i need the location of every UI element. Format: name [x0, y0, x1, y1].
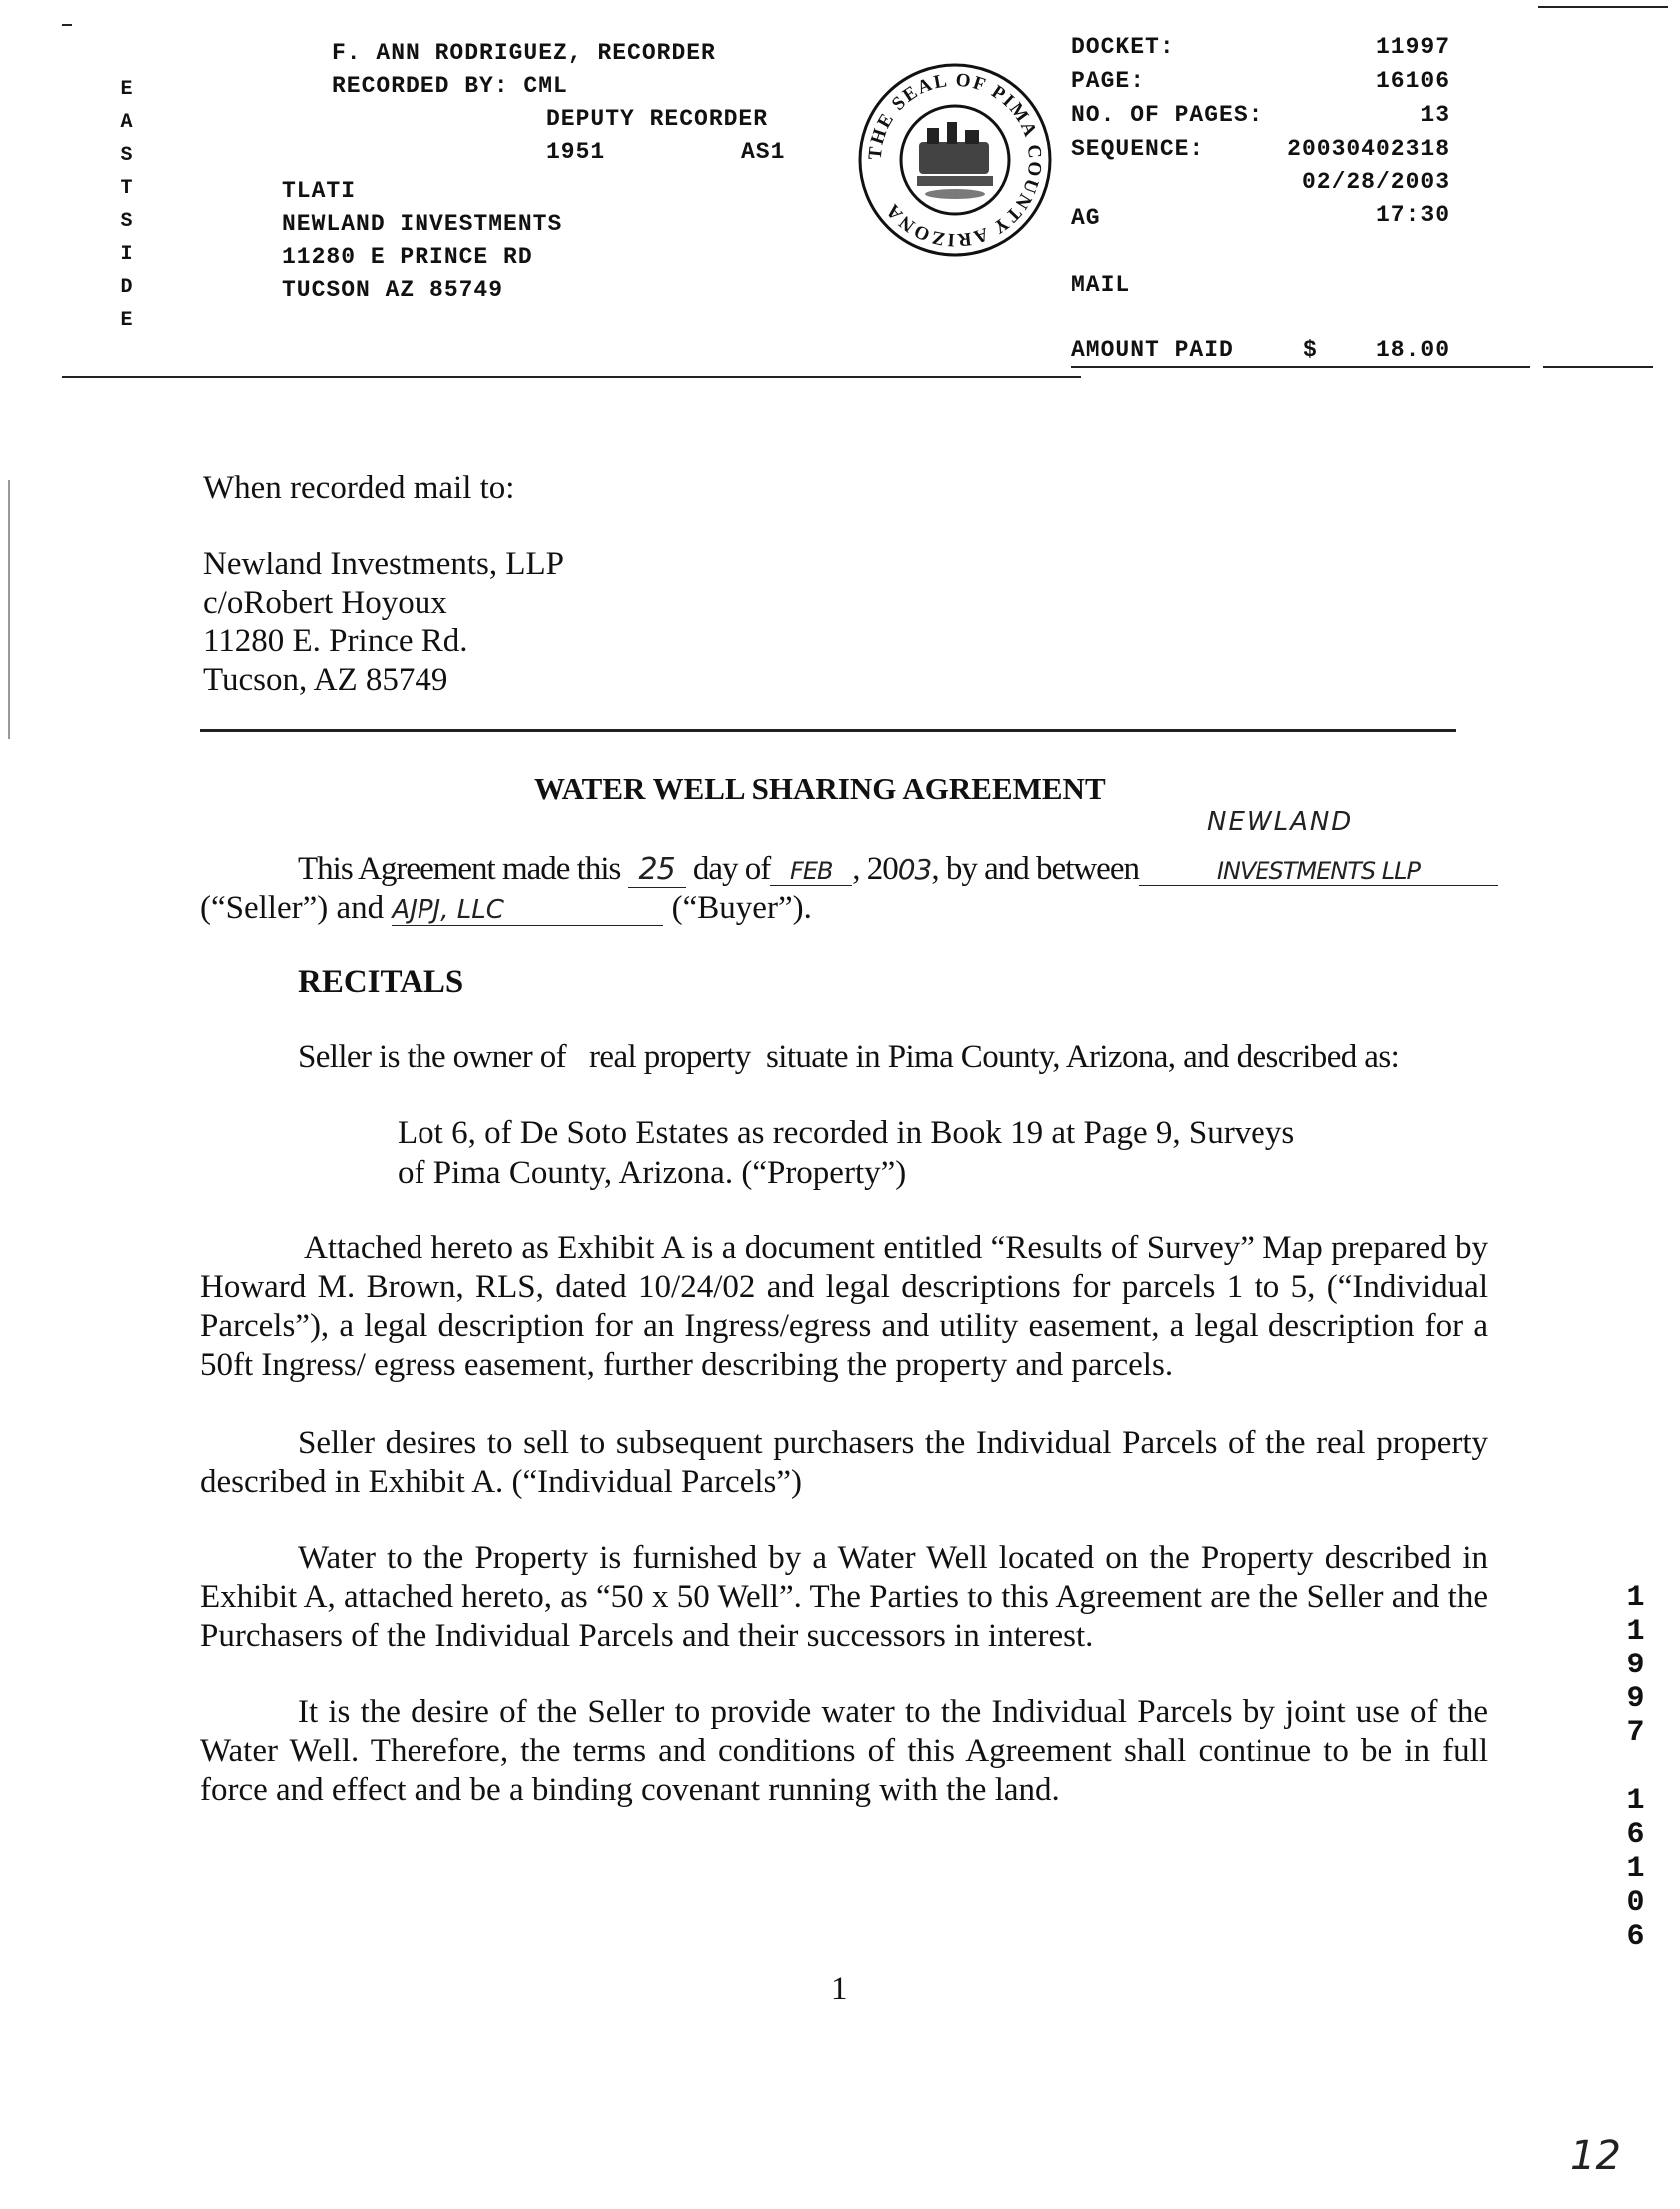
opening-prefix: This Agreement made this	[298, 851, 621, 887]
recorder-code-b: AS1	[741, 139, 786, 165]
margin-docket-stamp	[1618, 1581, 1654, 1954]
margin-stamp-digit: 9	[1626, 1682, 1646, 1716]
margin-stamp-digit: 9	[1626, 1649, 1646, 1682]
ag-label: AG	[1071, 205, 1101, 231]
amount-paid-label: AMOUNT PAID	[1071, 337, 1234, 363]
recitals-heading: RECITALS	[298, 964, 464, 1000]
margin-stamp-digit: 6	[1626, 1818, 1646, 1852]
paragraph-sell: Seller desires to sell to subsequent purchasers the Individual Parcels of the real property described in Exhibit A. (“Individual Parcels”)	[200, 1425, 1488, 1500]
county-seal-graphic	[857, 62, 1053, 258]
sequence-value: 20030402318	[1287, 136, 1450, 162]
margin-stamp-digit	[1618, 1750, 1654, 1784]
corner-handwritten-mark: 12	[1570, 2133, 1621, 2179]
mail-label: MAIL	[1071, 272, 1131, 298]
opening-year-prefix: , 20	[852, 851, 898, 887]
margin-stamp-digit: 1	[1626, 1784, 1646, 1818]
return-line-1: Newland Investments, LLP	[203, 547, 565, 582]
margin-stamp-digit: 1	[1626, 1615, 1646, 1649]
header-divider-far-right	[1543, 366, 1653, 368]
legal-description-line-2: of Pima County, Arizona. (“Property”)	[398, 1155, 907, 1191]
paragraph-water: Water to the Property is furnished by a Water Well located on the Property described in Exhibit A, attached hereto, as “50 x 50 Well”. The Parties to this Agreement are the Seller and the Purchasers of the Individual Parcels and their successors in interest.	[200, 1540, 1488, 1654]
margin-stamp-digit: 1	[1626, 1581, 1646, 1615]
return-line-2: c/oRobert Hoyoux	[203, 585, 447, 621]
mailing-city: TUCSON AZ 85749	[282, 277, 504, 303]
paragraph-owner: Seller is the owner of real property situate in Pima County, Arizona, and described as:	[298, 1039, 1400, 1075]
handwritten-seller-name-top: NEWLAND	[1207, 807, 1354, 837]
header-divider	[62, 376, 1081, 378]
margin-stamp-digit: 1	[1626, 1852, 1646, 1886]
legal-description-line-1: Lot 6, of De Soto Estates as recorded in Book 19 at Page 9, Surveys	[398, 1115, 1295, 1151]
left-edge-mark	[8, 480, 10, 739]
pages-value: 13	[1420, 102, 1450, 128]
county-seal	[857, 62, 1053, 258]
page-label: PAGE:	[1071, 68, 1146, 94]
amount-paid-value: 18.00	[1375, 337, 1450, 363]
east-side-letter: D	[120, 276, 134, 299]
handwritten-day: 25	[628, 852, 686, 888]
margin-stamp-digit: 6	[1626, 1920, 1646, 1954]
docket-value: 11997	[1375, 34, 1450, 60]
recorder-name: F. ANN RODRIGUEZ, RECORDER	[332, 40, 716, 66]
east-side-letter: S	[120, 144, 134, 167]
opening-line	[298, 851, 1498, 888]
east-side-letter: I	[120, 243, 134, 266]
east-side-letter: T	[120, 177, 134, 200]
record-time: 17:30	[1375, 202, 1450, 228]
buyer-tag: (“Buyer”).	[671, 890, 812, 926]
opening-between: , by and between	[931, 851, 1139, 887]
opening-day-suffix: day of	[692, 851, 771, 887]
east-side-letter: A	[120, 111, 134, 134]
handwritten-buyer-name: AJPJ, LLC	[392, 895, 663, 926]
header-divider-right	[1071, 366, 1530, 368]
opening-line-2	[200, 890, 812, 927]
tlati-label: TLATI	[282, 178, 357, 204]
recorder-code-a: 1951	[546, 139, 606, 165]
east-side-letter: E	[120, 309, 134, 332]
handwritten-seller-name: INVESTMENTS LLP	[1139, 857, 1498, 886]
document-title: WATER WELL SHARING AGREEMENT	[534, 771, 1106, 806]
east-side-letter: S	[120, 210, 134, 233]
east-side-vertical-label	[112, 78, 142, 342]
return-line-4: Tucson, AZ 85749	[203, 662, 448, 698]
page-value: 16106	[1375, 68, 1450, 94]
docket-label: DOCKET:	[1071, 34, 1175, 60]
pages-label: NO. OF PAGES:	[1071, 102, 1263, 128]
seal-ring-text: THE SEAL OF PIMA COUNTY ARIZONA	[864, 69, 1046, 251]
return-heading: When recorded mail to:	[203, 470, 515, 506]
top-edge-mark	[1538, 6, 1668, 8]
record-date: 02/28/2003	[1301, 169, 1450, 195]
page-number: 1	[831, 1971, 848, 2007]
handwritten-month: FEB	[770, 857, 852, 886]
amount-currency: $	[1303, 337, 1318, 363]
deputy-recorder: DEPUTY RECORDER	[546, 106, 769, 132]
paragraph-desire: It is the desire of the Seller to provide water to the Individual Parcels by joint use of the Water Well. Therefore, the terms and conditions of this Agreement shall continue to be in full force and effect and be a binding covenant running with the land.	[200, 1694, 1488, 1808]
mailing-name: NEWLAND INVESTMENTS	[282, 211, 563, 237]
address-divider	[200, 729, 1456, 732]
top-left-speck	[62, 24, 72, 26]
recorded-by: RECORDED BY: CML	[332, 73, 568, 99]
handwritten-year: 03	[897, 853, 932, 886]
margin-stamp-digit: 7	[1626, 1716, 1646, 1750]
margin-stamp-digit: 0	[1626, 1886, 1646, 1920]
east-side-letter: E	[120, 78, 134, 101]
sequence-label: SEQUENCE:	[1071, 136, 1205, 162]
return-line-3: 11280 E. Prince Rd.	[203, 623, 468, 659]
seller-tag: (“Seller”) and	[200, 890, 385, 926]
mailing-street: 11280 E PRINCE RD	[282, 244, 533, 270]
paragraph-exhibit: Attached hereto as Exhibit A is a document entitled “Results of Survey” Map prepared by Howard M. Brown, RLS, dated 10/24/02 and legal descriptions for parcels 1 to 5, (“Individual Parcels”), a legal description for an Ingress/egress and utility easement, a legal description for a 50ft Ingress/ egress easement, further describing the property and parcels.	[200, 1230, 1488, 1383]
